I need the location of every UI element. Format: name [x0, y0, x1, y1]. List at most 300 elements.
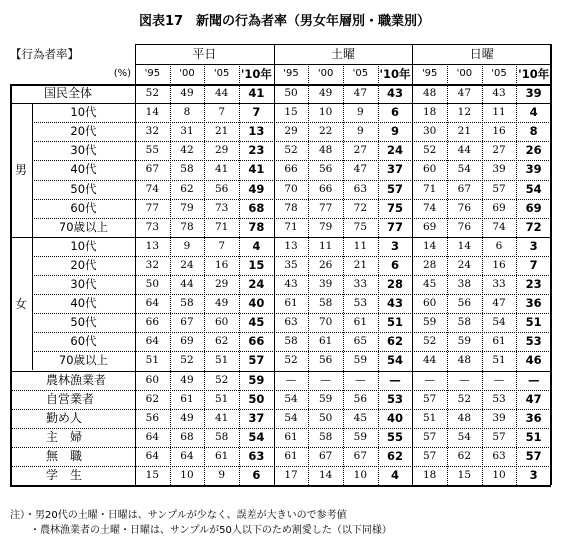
data-cell: 9 [357, 125, 364, 138]
data-cell: 78 [180, 220, 194, 233]
data-cell: 6 [495, 239, 503, 252]
data-cell: 79 [180, 201, 194, 214]
data-cell: 3 [529, 238, 538, 253]
data-cell: 57 [492, 182, 506, 195]
data-cell: 16 [214, 258, 229, 271]
data-cell: 59 [318, 392, 333, 405]
data-cell: 28 [387, 277, 404, 291]
data-cell: 11 [318, 239, 333, 252]
data-cell: 62 [214, 335, 229, 348]
data-cell: 57 [387, 181, 404, 196]
data-cell: — [355, 373, 366, 386]
data-cell: 41 [214, 411, 229, 424]
data-cell: 71 [214, 220, 229, 233]
corner-label: 【行為者率】 [10, 47, 79, 61]
data-cell: 16 [492, 258, 506, 271]
data-cell: 13 [145, 239, 160, 252]
data-cell: 10 [180, 469, 194, 481]
row-label: 国民全体 [44, 86, 93, 100]
data-cell: 13 [248, 124, 265, 139]
data-cell: 9 [391, 124, 400, 139]
data-cell: 64 [145, 335, 160, 348]
data-cell: 74 [492, 220, 506, 233]
group-rule [274, 44, 275, 485]
data-cell: 52 [145, 87, 160, 99]
row-label: 学 生 [46, 468, 83, 482]
data-cell: 32 [145, 125, 160, 138]
data-cell: 51 [423, 411, 437, 424]
data-cell: 50 [248, 391, 265, 406]
dotted-row-separator [10, 428, 551, 429]
data-cell: 50 [284, 87, 298, 99]
row-label: 10代 [70, 238, 97, 253]
data-cell: 69 [492, 201, 506, 214]
data-cell: 4 [529, 105, 538, 120]
data-cell: 10 [353, 469, 368, 481]
group-header-0: 平日 [192, 47, 217, 61]
data-cell: 61 [180, 392, 194, 405]
data-cell: 67 [145, 163, 160, 176]
data-cell: 62 [387, 334, 404, 349]
data-cell: 60 [214, 316, 229, 329]
data-cell: 75 [353, 220, 368, 233]
data-cell: 21 [457, 125, 472, 138]
data-cell: 14 [457, 239, 472, 252]
year-header: '00 [179, 68, 195, 79]
data-cell: 54 [492, 316, 506, 329]
data-cell: 73 [145, 220, 160, 233]
data-cell: 77 [145, 201, 160, 214]
data-cell: 8 [529, 124, 538, 139]
data-cell: 58 [180, 163, 194, 176]
data-cell: 49 [180, 87, 194, 99]
data-cell: 47 [353, 87, 368, 99]
data-cell: 45 [248, 315, 265, 330]
data-cell: 60 [145, 373, 160, 386]
data-cell: 59 [353, 430, 368, 443]
data-cell: 31 [180, 125, 194, 138]
year-header: '95 [283, 68, 299, 79]
data-cell: 65 [353, 335, 368, 348]
year-header: '95 [421, 68, 438, 79]
data-cell: 10 [318, 106, 333, 119]
data-cell: 29 [284, 125, 298, 138]
data-cell: — [320, 373, 331, 386]
data-cell: 64 [180, 449, 194, 462]
data-cell: 24 [180, 258, 194, 271]
data-cell: 33 [492, 278, 506, 290]
data-cell: 24 [248, 277, 265, 291]
data-cell: 39 [525, 162, 542, 177]
data-cell: 54 [284, 392, 298, 405]
data-cell: 54 [457, 430, 472, 443]
table-top-rule [10, 84, 551, 86]
data-cell: 52 [180, 354, 194, 367]
data-cell: 60 [423, 163, 437, 176]
dotted-row-separator [32, 160, 551, 161]
data-cell: 14 [145, 106, 160, 119]
data-cell: 45 [423, 278, 437, 290]
data-cell: 53 [525, 334, 542, 349]
data-cell: 14 [318, 469, 333, 481]
data-cell: 15 [145, 469, 160, 481]
data-cell: 33 [353, 278, 368, 290]
data-cell: 7 [529, 257, 538, 272]
data-cell: 23 [525, 277, 542, 291]
data-cell: 59 [248, 372, 265, 387]
group-header-2: 日曜 [469, 47, 494, 61]
data-cell: 21 [214, 125, 229, 138]
data-cell: 77 [318, 201, 333, 214]
data-cell: 46 [525, 353, 542, 368]
data-cell: 73 [214, 201, 229, 214]
data-cell: 58 [214, 430, 229, 443]
data-cell: 57 [248, 353, 265, 368]
block-rule [10, 371, 551, 372]
dotted-row-separator [32, 351, 551, 352]
data-cell: 68 [180, 430, 194, 443]
data-cell: 54 [387, 353, 404, 368]
data-cell: 61 [284, 297, 298, 310]
data-cell: 56 [145, 411, 160, 424]
data-cell: 53 [387, 391, 404, 406]
data-cell: 53 [492, 392, 506, 405]
data-cell: 67 [318, 449, 333, 462]
data-cell: 36 [525, 410, 542, 425]
data-cell: 64 [145, 297, 160, 310]
table-title: 図表17 新聞の行為者率（男女年層別・職業別） [138, 14, 431, 29]
dotted-row-separator [32, 122, 551, 123]
data-cell: 7 [218, 239, 225, 252]
data-cell: 39 [525, 86, 542, 100]
data-cell: — [285, 373, 297, 386]
dotted-row-separator [10, 447, 551, 448]
data-cell: 63 [248, 448, 265, 463]
data-cell: 59 [423, 316, 437, 329]
data-cell: 18 [423, 106, 437, 119]
data-cell: 49 [180, 411, 194, 424]
behavior-rate-table [10, 44, 551, 504]
data-cell: 29 [214, 278, 229, 290]
data-cell: 62 [145, 392, 160, 405]
year-header: '05 [213, 68, 230, 79]
data-cell: — [493, 373, 505, 386]
data-cell: 7 [252, 105, 261, 120]
data-cell: 58 [318, 297, 333, 310]
dotted-row-separator [32, 294, 551, 295]
data-cell: 49 [248, 181, 265, 196]
data-cell: 62 [457, 449, 472, 462]
data-cell: 15 [457, 469, 472, 481]
dotted-row-separator [32, 275, 551, 276]
row-label: 60代 [70, 200, 97, 215]
data-cell: 68 [248, 200, 265, 215]
year-header: '10年 [240, 67, 272, 81]
data-cell: 47 [492, 297, 506, 310]
data-cell: 4 [252, 238, 261, 253]
data-cell: 10 [492, 469, 506, 481]
data-cell: — [424, 373, 435, 386]
data-cell: 21 [353, 258, 368, 271]
data-cell: 67 [180, 316, 194, 329]
data-cell: 71 [423, 182, 437, 195]
data-cell: 49 [180, 373, 194, 386]
data-cell: 53 [353, 297, 368, 310]
data-cell: 57 [492, 430, 506, 443]
data-cell: 16 [492, 125, 506, 138]
data-cell: 48 [457, 411, 472, 424]
data-cell: 70 [318, 316, 333, 329]
data-cell: 56 [457, 297, 472, 310]
data-cell: 72 [525, 219, 542, 234]
data-cell: 39 [492, 163, 506, 176]
data-cell: 79 [318, 220, 333, 233]
data-cell: 49 [318, 87, 333, 99]
dotted-row-separator [32, 199, 551, 200]
data-cell: 6 [391, 105, 400, 120]
row-label: 農林漁業者 [46, 372, 107, 387]
data-cell: 66 [318, 182, 333, 195]
data-cell: 63 [492, 449, 506, 462]
data-cell: 74 [423, 201, 437, 214]
data-cell: 3 [391, 238, 400, 253]
unit-label: (%) [113, 68, 131, 79]
data-cell: 41 [214, 163, 229, 176]
row-label: 無 職 [46, 448, 83, 463]
row-label: 30代 [70, 277, 97, 291]
row-label: 勤め人 [46, 410, 83, 425]
dotted-row-separator [32, 313, 551, 314]
data-cell: 55 [145, 144, 160, 157]
data-cell: 70 [284, 182, 298, 195]
row-label: 20代 [70, 257, 97, 272]
year-header: '10年 [518, 67, 550, 81]
data-cell: 63 [353, 182, 368, 195]
year-header: '95 [144, 68, 161, 79]
data-cell: 17 [284, 469, 298, 481]
data-cell: 28 [423, 258, 437, 271]
data-cell: 69 [525, 200, 542, 215]
data-cell: 56 [318, 163, 333, 176]
data-cell: 29 [214, 144, 229, 157]
year-header: '00 [317, 68, 334, 79]
data-cell: 54 [284, 411, 298, 424]
row-label: 30代 [70, 143, 97, 158]
data-cell: 43 [284, 278, 298, 290]
data-cell: 51 [145, 354, 160, 367]
data-cell: 39 [492, 411, 506, 424]
dotted-row-separator [32, 218, 551, 219]
data-cell: 66 [248, 334, 265, 349]
data-cell: 50 [318, 411, 333, 424]
data-cell: 56 [318, 354, 333, 367]
data-cell: 57 [423, 430, 437, 443]
data-cell: 51 [525, 429, 542, 444]
data-cell: 58 [180, 297, 194, 310]
data-cell: 48 [318, 144, 333, 157]
data-cell: 37 [248, 410, 265, 425]
group-header-1: 土曜 [331, 47, 356, 61]
data-cell: 54 [525, 181, 542, 196]
data-cell: 64 [145, 449, 160, 462]
data-cell: 61 [284, 430, 298, 443]
data-cell: 52 [423, 335, 437, 348]
data-cell: 44 [457, 144, 472, 157]
row-label: 60代 [70, 334, 97, 349]
data-cell: 6 [391, 257, 400, 272]
data-cell: 50 [145, 278, 160, 290]
data-cell: 75 [387, 200, 404, 215]
data-cell: 58 [457, 316, 472, 329]
data-cell: 44 [180, 278, 194, 290]
data-cell: 40 [387, 410, 404, 425]
data-cell: 26 [525, 143, 542, 158]
data-cell: 47 [525, 391, 542, 406]
data-cell: 67 [457, 182, 472, 195]
dotted-row-separator [32, 141, 551, 142]
data-cell: 41 [248, 86, 265, 100]
data-cell: 4 [391, 468, 400, 482]
data-cell: 57 [423, 392, 437, 405]
note-line: ・農林漁業者の土曜・日曜は、サンプルが50人以下のため割愛した（以下同様） [10, 525, 392, 536]
data-cell: 9 [218, 469, 225, 481]
row-label: 10代 [70, 105, 97, 120]
data-cell: 45 [353, 411, 368, 424]
dotted-row-separator [32, 332, 551, 333]
row-label: 主 婦 [46, 429, 83, 444]
data-cell: 58 [318, 430, 333, 443]
data-cell: 27 [492, 144, 506, 157]
data-cell: 23 [248, 143, 265, 158]
data-cell: 61 [214, 449, 229, 462]
data-cell: 51 [492, 354, 506, 367]
data-cell: 22 [318, 125, 333, 138]
data-cell: 40 [248, 296, 265, 311]
data-cell: 51 [214, 392, 229, 405]
data-cell: 61 [284, 449, 298, 462]
data-cell: 64 [145, 430, 160, 443]
data-cell: 59 [353, 354, 368, 367]
data-cell: 63 [284, 316, 298, 329]
data-cell: 61 [353, 316, 368, 329]
data-cell: 59 [457, 335, 472, 348]
data-cell: 27 [353, 144, 368, 157]
row-label: 70歳以上 [58, 219, 109, 234]
data-cell: 47 [457, 87, 472, 99]
data-cell: 11 [353, 239, 368, 252]
data-cell: 12 [457, 106, 472, 119]
data-cell: 52 [284, 354, 298, 367]
data-cell: 8 [183, 106, 191, 119]
data-cell: 30 [423, 125, 437, 138]
year-header: '05 [491, 68, 507, 79]
data-cell: 39 [318, 278, 333, 290]
data-cell: 69 [423, 220, 437, 233]
row-label: 50代 [70, 181, 97, 196]
data-cell: 11 [492, 106, 506, 119]
data-cell: 62 [387, 448, 404, 463]
table-right-rule [550, 44, 552, 485]
data-cell: 38 [457, 278, 472, 290]
data-cell: 44 [214, 87, 229, 99]
data-cell: 67 [353, 449, 368, 462]
data-cell: 36 [525, 296, 542, 311]
data-left-rule [135, 44, 136, 485]
data-cell: 9 [183, 239, 191, 252]
data-cell: 24 [387, 143, 404, 158]
data-cell: 32 [145, 258, 160, 271]
data-cell: 66 [284, 163, 298, 176]
data-cell: 35 [284, 258, 298, 271]
data-cell: 71 [284, 220, 298, 233]
row-label: 自営業者 [46, 391, 95, 406]
data-cell: 52 [423, 144, 437, 157]
data-cell: 57 [525, 448, 542, 463]
dotted-row-separator [10, 390, 551, 391]
data-cell: 48 [423, 87, 437, 99]
data-cell: 52 [214, 373, 229, 386]
data-cell: 43 [492, 87, 506, 99]
data-cell: 78 [284, 201, 298, 214]
data-cell: 37 [387, 162, 404, 177]
year-header: '10年 [379, 67, 411, 81]
dotted-row-separator [32, 180, 551, 181]
data-cell: 52 [284, 144, 298, 157]
block-rule [10, 237, 551, 238]
data-cell: 54 [457, 163, 472, 176]
data-cell: 49 [214, 297, 229, 310]
dotted-row-separator [10, 409, 551, 410]
table-bottom-rule [10, 485, 551, 487]
notes [10, 508, 560, 538]
data-cell: 7 [218, 106, 225, 119]
row-label: 40代 [70, 296, 97, 311]
data-cell: 78 [248, 219, 265, 234]
data-cell: 76 [457, 201, 472, 214]
row-label: 20代 [70, 124, 97, 139]
header-top-rule [135, 44, 551, 45]
data-cell: 43 [387, 86, 404, 100]
year-header: '05 [352, 68, 369, 79]
data-cell: 47 [353, 163, 368, 176]
data-cell: 51 [214, 354, 229, 367]
data-cell: 76 [457, 220, 472, 233]
data-cell: 3 [529, 468, 538, 482]
data-cell: 58 [284, 335, 298, 348]
data-cell: 52 [457, 392, 472, 405]
data-cell: 57 [423, 449, 437, 462]
data-cell: 26 [318, 258, 333, 271]
side-label-male: 男 [14, 162, 27, 177]
note-line: 注）・男20代の土曜・日曜は、サンプルが少なく、誤差が大きいので参考値 [10, 510, 347, 521]
data-cell: 61 [492, 335, 506, 348]
data-cell: 56 [214, 182, 229, 195]
data-cell: 56 [353, 392, 368, 405]
data-cell: 61 [318, 335, 333, 348]
data-cell: 14 [423, 239, 437, 252]
data-cell: 60 [423, 297, 437, 310]
data-cell: 77 [387, 219, 404, 234]
data-cell: — [527, 372, 540, 387]
group-rule [412, 44, 413, 485]
block-rule [10, 103, 551, 104]
data-cell: 74 [145, 182, 160, 195]
data-cell: 41 [248, 162, 265, 177]
data-cell: 18 [423, 469, 437, 481]
data-cell: 15 [284, 106, 298, 119]
data-cell: 54 [248, 429, 265, 444]
data-cell: 51 [387, 315, 404, 330]
